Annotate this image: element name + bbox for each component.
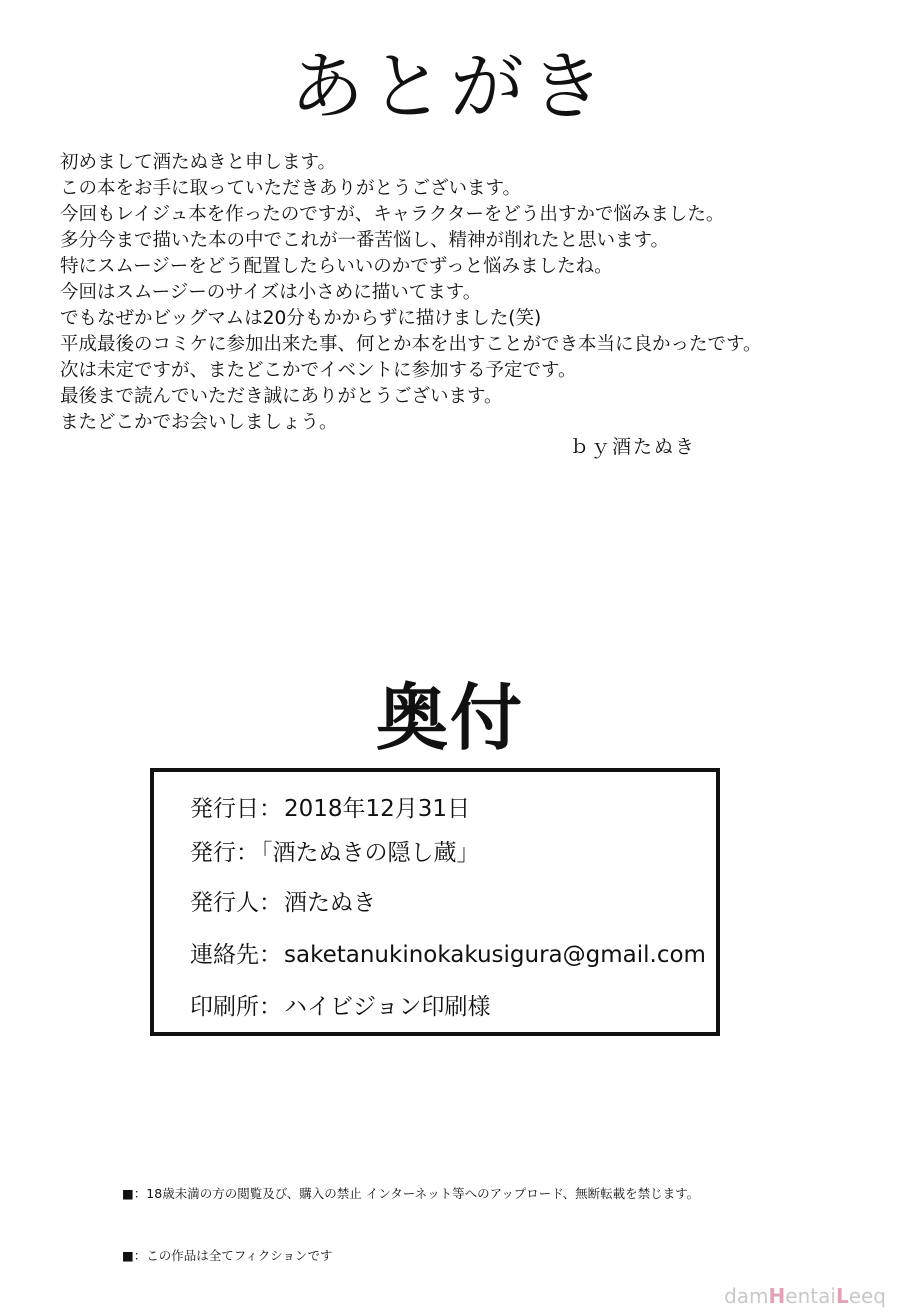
afterword-line: 平成最後のコミケに参加出来た事、何とか本を出すことができ本当に良かったです。 (60, 334, 762, 355)
colophon-label: 印刷所： (190, 994, 282, 1020)
colophon-value: ハイビジョン印刷様 (284, 994, 491, 1020)
watermark-logo: damHentaiLeeq (724, 1284, 886, 1308)
afterword-line: 今回はスムージーのサイズは小さめに描いてます。 (60, 282, 482, 303)
colophon-row-publisher (190, 834, 480, 867)
colophon-label: 発行人： (190, 890, 282, 916)
notice-age-restriction: ■：18歳未満の方の閲覧及び、購入の禁止 インターネット等へのアップロード、無断転載を禁じます。 (122, 1186, 700, 1201)
afterword-signature: ｂｙ酒たぬき (570, 436, 697, 458)
colophon-title: 奥付 (375, 675, 524, 760)
afterword-line: 今回もレイジュ本を作ったのですが、キャラクターをどう出すかで悩みました。 (60, 204, 725, 225)
colophon-value: 「酒たぬきの隠し蔵」 (261, 840, 480, 866)
colophon-row-printer (190, 988, 491, 1021)
afterword-line: 最後まで読んでいただき誠にありがとうございます。 (60, 386, 503, 407)
colophon-value: 酒たぬき (284, 890, 376, 916)
colophon-label: 連絡先： (190, 942, 282, 968)
colophon-row-issuer (190, 884, 376, 917)
afterword-title: あとがき (290, 44, 610, 130)
afterword-line: この本をお手に取っていただきありがとうございます。 (60, 178, 522, 199)
notice-fiction: ■：この作品は全てフィクションです (122, 1248, 333, 1263)
afterword-line: 初めまして酒たぬきと申します。 (60, 152, 337, 173)
colophon-label: 発行： (190, 840, 259, 866)
colophon-row-contact (190, 936, 706, 969)
afterword-line: 多分今まで描いた本の中でこれが一番苦悩し、精神が削れたと思います。 (60, 230, 670, 251)
colophon-value: 2018年12月31日 (284, 796, 471, 822)
afterword-line: でもなぜかビッグマムは20分もかからずに描けました(笑) (60, 308, 542, 329)
colophon-box (150, 768, 720, 1036)
afterword-line: 次は未定ですが、またどこかでイベントに参加する予定です。 (60, 360, 577, 381)
afterword-line: 特にスムージーをどう配置したらいいのかでずっと悩みましたね。 (60, 256, 613, 277)
colophon-label: 発行日： (190, 796, 282, 822)
afterword-line: またどこかでお会いしましょう。 (60, 412, 338, 433)
colophon-email[interactable]: saketanukinokakusigura@gmail.com (284, 942, 706, 968)
afterword-body (60, 150, 860, 436)
colophon-row-date (190, 790, 470, 823)
